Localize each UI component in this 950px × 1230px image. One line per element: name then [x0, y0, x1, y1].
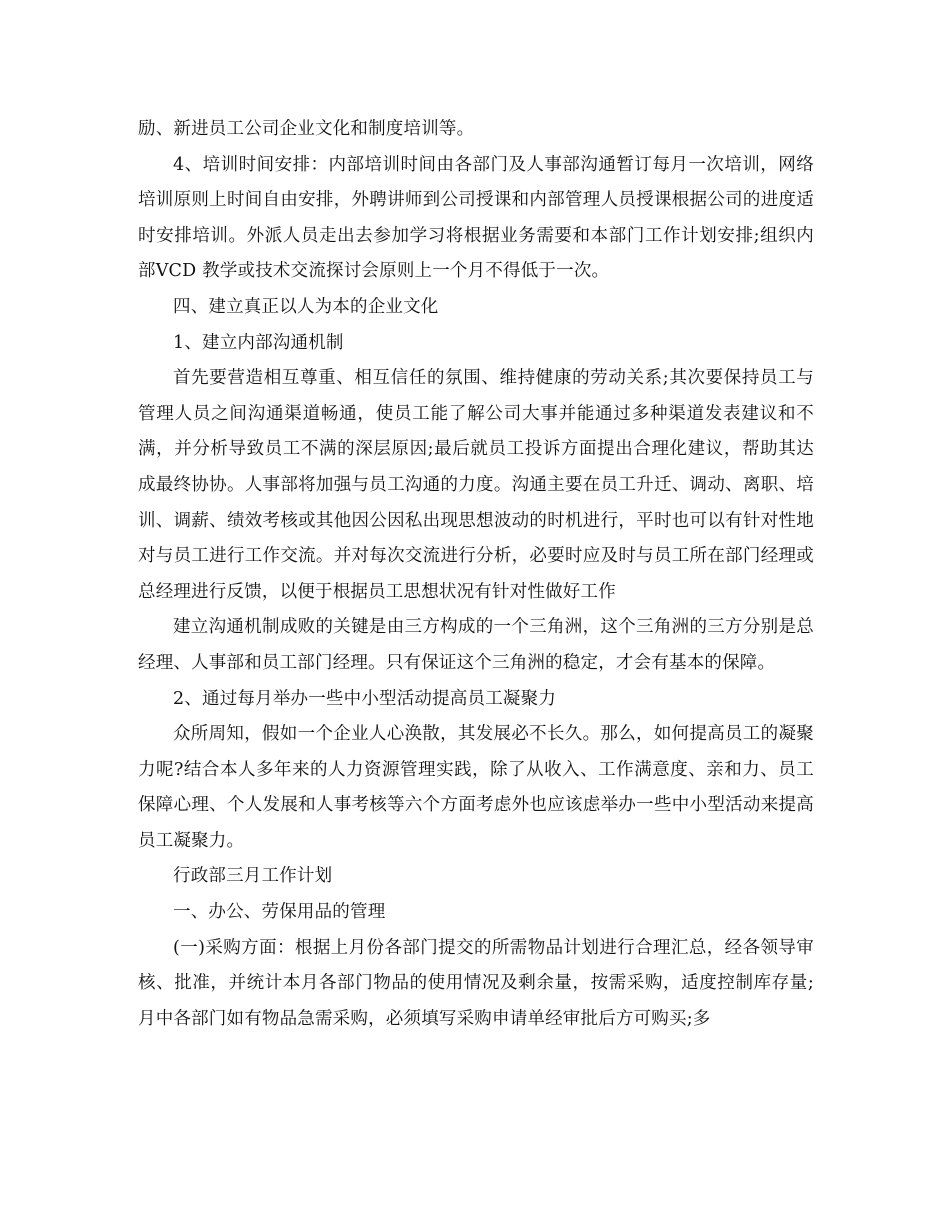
paragraph-cohesion: 众所周知，假如一个企业人心涣散，其发展必不长久。那么，如何提高员工的凝聚力呢?结合本人多年来的人力资源管理实践，除了从收入、工作满意度、亲和力、员工保障心理、个人发展和人事考核等六个方面考虑外也应该虑举办一些中小型活动来提高员工凝聚力。	[138, 724, 814, 851]
subheading-communication: 1、建立内部沟通机制	[173, 332, 344, 353]
section-title-admin-plan: 行政部三月工作计划	[173, 866, 333, 887]
paragraph-communication: 首先要营造相互尊重、相互信任的氛围、维持健康的劳动关系;其次要保持员工与管理人员之间沟通渠道畅通，使员工能了解公司大事并能通过多种渠道发表建议和不满，并分析导致员工不满的深层原因;最后就员工投诉方面提出合理化建议，帮助其达成最终协协。人事部将加强与员工沟通的力度。沟通主要在员工升迁、调动、离职、培训、调薪、绩效考核或其他因公因私出现思想波动的时机进行，平时也可以有针对性地对与员工进行工作交流。并对每次交流进行分析，必要时应及时与员工所在部门经理或总经理进行反馈，以便于根据员工思想状况有针对性做好工作	[138, 368, 814, 602]
subheading-activities: 2、通过每月举办一些中小型活动提高员工凝聚力	[173, 688, 557, 709]
section-heading-culture: 四、建立真正以人为本的企业文化	[173, 296, 439, 317]
paragraph-training-schedule: 4、培训时间安排：内部培训时间由各部门及人事部沟通暂订每月一次培训，网络培训原则上时间自由安排，外聘讲师到公司授课和内部管理人员授课根据公司的进度适时安排培训。外派人员走出去参加学习将根据业务需要和本部门工作计划安排;组织内部VCD 教学或技术交流探讨会原则上一个月不得低于一次。	[138, 154, 814, 282]
paragraph-triangle: 建立沟通机制成败的关键是由三方构成的一个三角洲，这个三角洲的三方分别是总经理、人事部和员工部门经理。只有保证这个三角洲的稳定，才会有基本的保障。	[138, 617, 814, 673]
paragraph-training-tail: 励、新进员工公司企业文化和制度培训等。	[138, 119, 475, 139]
subheading-office-supplies: 一、办公、劳保用品的管理	[173, 902, 386, 923]
document-body	[138, 112, 814, 1037]
paragraph-procurement: (一)采购方面：根据上月份各部门提交的所需物品计划进行合理汇总，经各领导审核、批准，并统计本月各部门物品的使用情况及剩余量，按需采购，适度控制库存量;月中各部门如有物品急需采购，必须填写采购申请单经审批后方可购买;多	[138, 937, 814, 1029]
